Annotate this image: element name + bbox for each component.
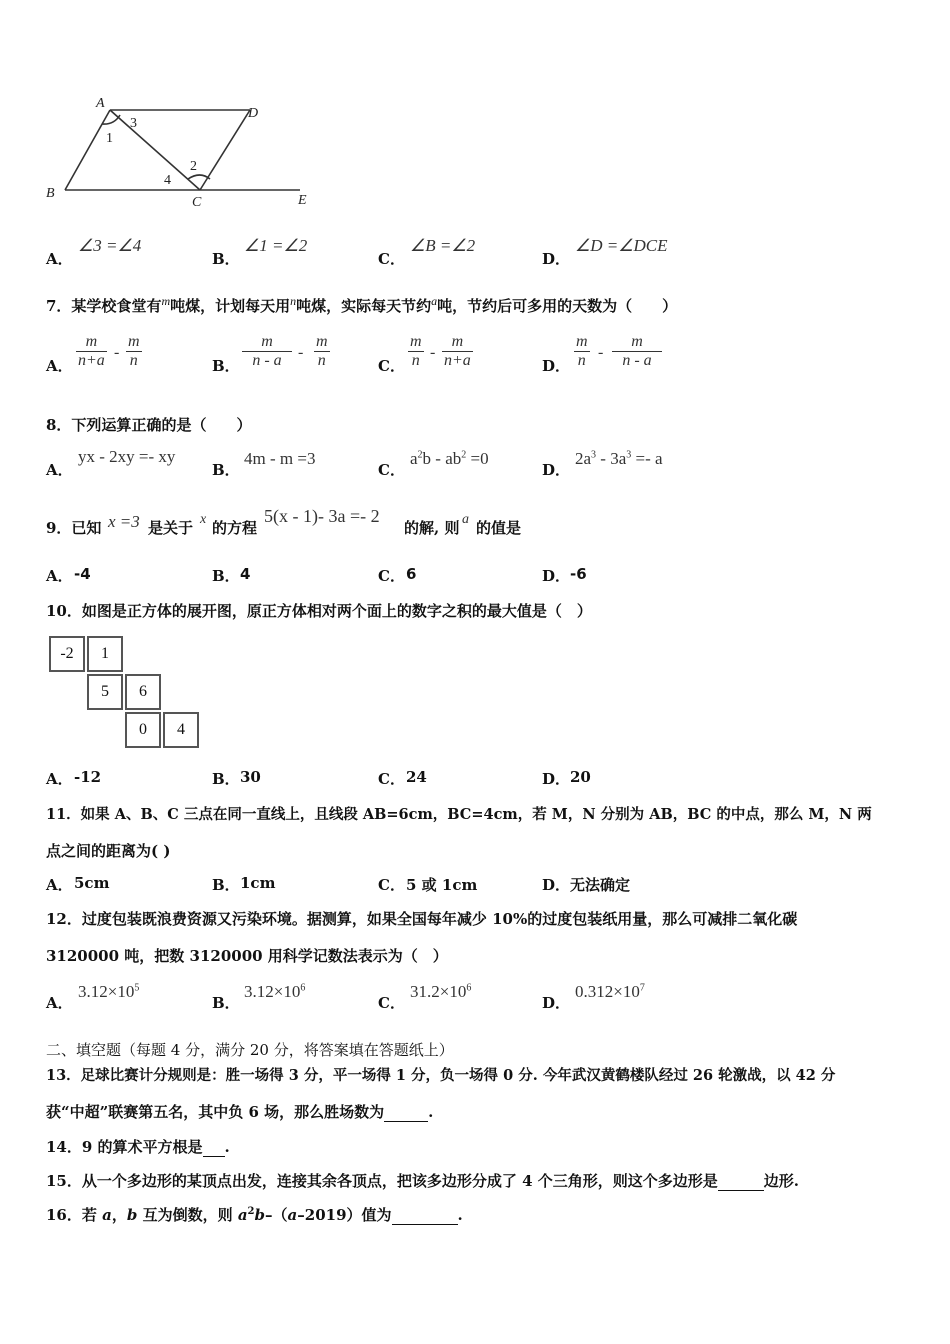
- label-E: E: [298, 193, 307, 208]
- q8-opt-d-letter: D．: [542, 461, 571, 479]
- q13-line2: 获“中超”联赛第五名，其中负 6 场，那么胜场数为 .: [46, 1103, 434, 1121]
- q12-line1: 12．过度包装既浪费资源又污染环境。据测算，如果全国每年减少 10%的过度包装纸用量，那么可减排二氧化碳: [46, 910, 798, 928]
- q15-answer-blank[interactable]: [718, 1172, 764, 1191]
- q16: 16．若 a，b 互为倒数，则 $a^2b-(a-2019)$值为 .: [46, 1206, 463, 1224]
- q11-line1: 11．如果 A、B、C 三点在同一直线上，且线段 AB=6cm，BC=4cm，若 M，N 分别为 AB，BC 的中点，那么 M，N 两: [46, 806, 872, 823]
- section2-heading: 二、填空题（每题 4 分，满分 20 分，将答案填在答题纸上）: [46, 1041, 454, 1059]
- q11-opt-b-val: 1cm: [240, 874, 276, 892]
- q7-opt-b-frac1: $\frac{m}{n - a}$: [242, 333, 292, 370]
- q8-opt-a-letter: A．: [46, 461, 73, 479]
- q6-opt-d-expr: ∠D =∠DCE: [575, 236, 668, 255]
- net-cell: 1: [87, 636, 123, 672]
- q9-opt-d-val: -6: [570, 565, 587, 583]
- q9-opt-d-letter: D．: [542, 567, 571, 585]
- net-cell: 6: [125, 674, 161, 710]
- label-A: A: [96, 96, 105, 111]
- q6-opt-a-expr: ∠3 =∠4: [78, 236, 142, 255]
- q7-opt-d-letter: D．: [542, 357, 571, 375]
- q12-opt-b-letter: B．: [212, 994, 240, 1012]
- q12-opt-d-letter: D．: [542, 994, 571, 1012]
- q9-opt-a-val: -4: [74, 565, 91, 583]
- q10-opt-d-letter: D．: [542, 770, 571, 788]
- q7-opt-b-op: -: [298, 344, 304, 361]
- q10-opt-c-val: 24: [406, 768, 427, 786]
- net-cell: 5: [87, 674, 123, 710]
- q7-opt-a-letter: A．: [46, 357, 73, 375]
- q12-opt-b-expr: $3.12\times 10^6$: [244, 982, 306, 1001]
- q7-stem: 7．某学校食堂有$^m$吨煤，计划每天用$^n$吨煤，实际每天节约$^a$吨，节约后可多用的天数为（ ）: [46, 294, 678, 315]
- q12-opt-c-letter: C．: [378, 994, 405, 1012]
- q11-opt-b-letter: B．: [212, 876, 240, 894]
- q12-line2: 3120000 吨，把数 3120000 用科学记数法表示为（ ）: [46, 947, 448, 965]
- q11-opt-c-letter: C．: [378, 876, 405, 894]
- q10-opt-c-letter: C．: [378, 770, 405, 788]
- q13-line1: 13．足球比赛计分规则是：胜一场得 3 分，平一场得 1 分，负一场得 0 分. 今年武汉黄鹤楼队经过 26 轮激战，以 42 分: [46, 1067, 836, 1084]
- angle-2: 2: [190, 159, 197, 174]
- q10-opt-b-letter: B．: [212, 770, 240, 788]
- q7-opt-c-frac2: $\frac{m}{n+a}$: [444, 333, 471, 369]
- q12-opt-a-letter: A．: [46, 994, 73, 1012]
- q11-opt-d-letter: D．: [542, 876, 571, 894]
- q12-opt-c-expr: $31.2\times 10^6$: [410, 982, 472, 1001]
- q13-answer-blank[interactable]: [384, 1103, 428, 1122]
- q9-opt-b-val: 4: [240, 565, 251, 583]
- q6-opt-a-letter: A．: [46, 250, 73, 268]
- q12-opt-d-expr: $0.312\times 10^7$: [575, 982, 645, 1001]
- q6-opt-b-letter: B．: [212, 250, 240, 268]
- net-cell: -2: [49, 636, 85, 672]
- q7-opt-c-op: -: [430, 344, 436, 361]
- q8-opt-c-expr: $a^2b - ab^2 =0$: [410, 449, 489, 468]
- q8-opt-a-expr: yx - 2xy =- xy: [78, 447, 176, 466]
- q10-opt-b-val: 30: [240, 768, 261, 786]
- q9-opt-c-val: 6: [406, 565, 417, 583]
- q16-answer-blank[interactable]: [392, 1206, 458, 1225]
- label-B: B: [46, 186, 55, 201]
- q7-opt-a-frac1: $\frac{m}{n+a}$: [78, 333, 105, 369]
- q10-opt-a-val: -12: [74, 768, 102, 786]
- label-D: D: [248, 106, 259, 121]
- q8-opt-d-expr: $2a^3 - 3a^3 =- a$: [575, 449, 663, 468]
- q12-opt-a-expr: $3.12\times 10^5$: [78, 982, 140, 1001]
- q7-opt-c-letter: C．: [378, 357, 405, 375]
- q14-answer-blank[interactable]: [203, 1138, 225, 1157]
- q9-opt-a-letter: A．: [46, 567, 73, 585]
- q7-opt-b-letter: B．: [212, 357, 240, 375]
- q11-opt-a-val: 5cm: [74, 874, 110, 892]
- q8-opt-c-letter: C．: [378, 461, 405, 479]
- angle-3: 3: [130, 116, 137, 131]
- net-cell: 0: [125, 712, 161, 748]
- q11-line2: 点之间的距离为( ): [46, 842, 171, 860]
- parallelogram-figure: [40, 95, 330, 220]
- q7-opt-d-frac1: $\frac{m}{n}$: [576, 333, 588, 369]
- q7-opt-a-frac2: $\frac{m}{n}$: [128, 333, 140, 369]
- q6-opt-c-expr: ∠B =∠2: [410, 236, 476, 255]
- q8-stem: 8．下列运算正确的是（ ）: [46, 416, 252, 434]
- q10-stem: 10．如图是正方体的展开图，原正方体相对两个面上的数字之积的最大值是（ ）: [46, 602, 592, 620]
- q7-opt-c-frac1: $\frac{m}{n}$: [410, 333, 422, 369]
- net-cell: 4: [163, 712, 199, 748]
- angle-1: 1: [106, 131, 113, 146]
- q10-opt-d-val: 20: [570, 768, 591, 786]
- q11-opt-a-letter: A．: [46, 876, 73, 894]
- q6-opt-b-expr: ∠1 =∠2: [244, 236, 308, 255]
- q11-opt-c-val: 5 或 1cm: [406, 876, 478, 894]
- q7-opt-b-frac2: $\frac{m}{n}$: [316, 333, 328, 369]
- q7-opt-d-frac2: $\frac{m}{n - a}$: [612, 333, 662, 370]
- q7-opt-a-op: -: [114, 344, 120, 361]
- q8-opt-b-letter: B．: [212, 461, 240, 479]
- q8-opt-b-expr: 4m - m =3: [244, 449, 316, 468]
- q11-opt-d-val: 无法确定: [570, 876, 631, 894]
- q9-opt-c-letter: C．: [378, 567, 405, 585]
- q10-opt-a-letter: A．: [46, 770, 73, 788]
- angle-4: 4: [164, 173, 171, 188]
- q6-opt-d-letter: D．: [542, 250, 571, 268]
- q6-opt-c-letter: C．: [378, 250, 405, 268]
- q15: 15．从一个多边形的某顶点出发，连接其余各顶点，把该多边形分成了 4 个三角形，则这个多边形是 边形.: [46, 1172, 799, 1190]
- q9-opt-b-letter: B．: [212, 567, 240, 585]
- label-C: C: [192, 195, 202, 210]
- q7-opt-d-op: -: [598, 344, 604, 361]
- q14: 14．9 的算术平方根是 .: [46, 1138, 230, 1156]
